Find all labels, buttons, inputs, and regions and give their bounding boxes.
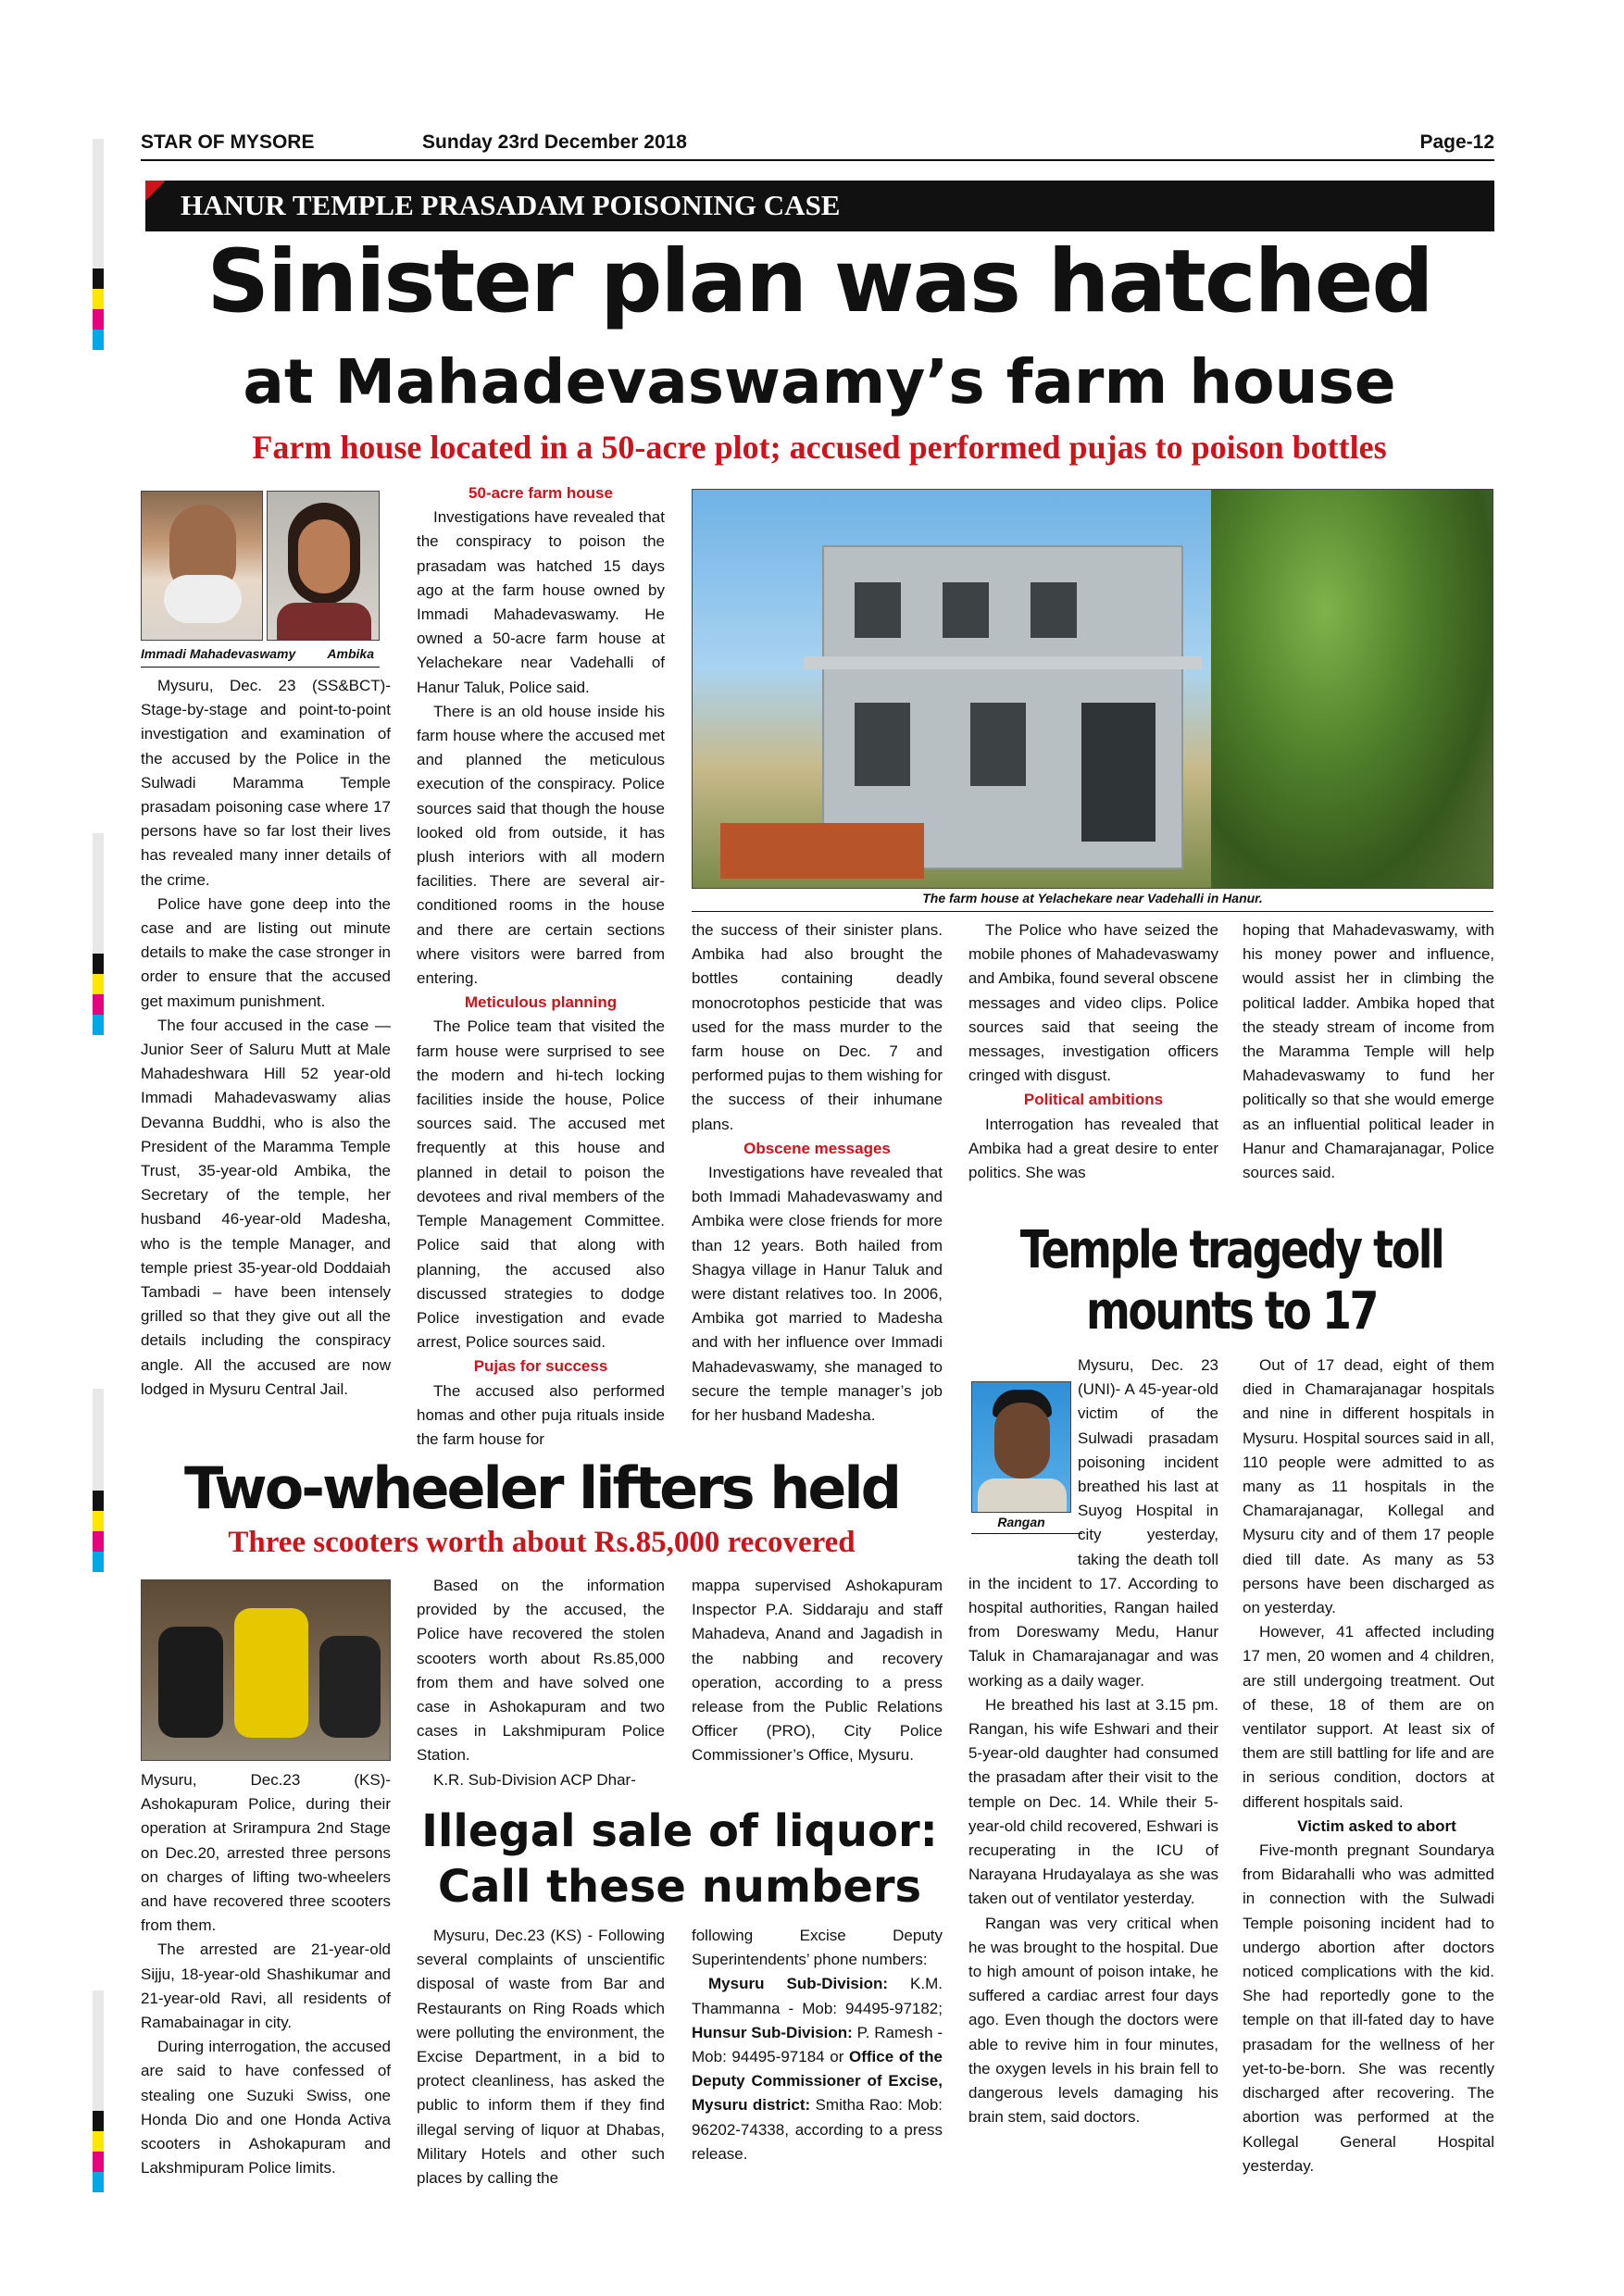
registration-marks-bottom — [93, 1990, 109, 2192]
accused-photo-caption: Immadi Mahadevaswamy Ambika — [141, 646, 374, 661]
subhead-obscene-messages: Obscene messages — [743, 1139, 891, 1157]
subhead-meticulous-planning: Meticulous planning — [464, 993, 618, 1012]
clothing-shape — [277, 603, 371, 641]
tragedy-col2: Out of 17 dead, eight of them died in Chamarajanagar hospitals and nine in different hospitals in Mysuru. Hospital sources said in all, 110 people were admitted to as many as 11 hospitals in the Chamarajanagar, Kollegal and Mysuru city and of them 17 people died till date. As many as 53 persons have been discharged as on yesterday. However, 41 affected including 17 men, 20 women and 4 children, are still undergoing treatment. Out of these, 18 of them are on ventilator support. At least six of them are still battling for life and are in serious condition, doctors at different hospitals said. Victim asked to abort Five-month pregnant Soundarya from Bidarahalli who was admitted in connection with the Sulwadi Temple poisoning incident had to undergo abortion after doctors noticed complications with the kid. She had reportedly gone to the temple on that ill-fated day to have prasadam for the wellness of her yet-to-be-born. She was recently discharged after recovering. The abortion was performed at the Kollegal General Hospital yesterday. — [1243, 1356, 1494, 2175]
hunsur-subdivision-label: Hunsur Sub-Division: — [692, 2023, 853, 2041]
main-headline-line2: at Mahadevaswamy’s farm house — [243, 346, 1396, 418]
page-number: Page-12 — [1419, 131, 1494, 153]
kicker-bar — [145, 181, 1494, 231]
farm-house-caption: The farm house at Yelachekare near Vadehalli in Hanur. — [922, 891, 1263, 905]
kicker-red-corner — [145, 181, 166, 201]
photo-immadi-mahadevaswamy — [141, 491, 263, 641]
deputy-commissioner-label: Office of the Deputy Commissioner of Excise, Mysuru district: — [692, 2048, 943, 2115]
twowheeler-col2: Based on the information provided by the accused, the Police have recovered the stolen scooters worth about Rs.85,000 from them and have solved one case in Ashokapuram and two cases in Lakshmipuram Police Station. K.R. Sub-Division ACP Dhar- — [417, 1577, 665, 1789]
tragedy-col1: Mysuru, Dec. 23 (UNI)- A 45-year-old victim of the Sulwadi prasadam poisoning incident breathed his last at Suyog Hospital in city yesterday, taking the death toll in the incident to 17. According to hospital authorities, Rangan hailed from Doreswamy Medu, Hanur Taluk in Chamarajanagar and was working as a daily wager. He breathed his last at 3.15 pm. Rangan, his wife Eshwari and their 5-year-old daughter had consumed the prasadam after their visit to the temple on Dec. 14. While their 5-year-old child recovered, Eshwari is recuperating in the ICU of Narayana Hrudayalaya as she was taken out of ventilator yesterday. Rangan was very critical when he was brought to the hospital. Due to high amount of poison intake, he suffered a cardiac arrest four days ago. Even though the doctors were able to revive him in four minutes, the oxygen levels in his brain fell to dangerous levels damaging his brain stem, said doctors. — [968, 1356, 1218, 2127]
mysuru-subdivision-label: Mysuru Sub-Division: — [708, 1975, 889, 1993]
coconut-palms — [1211, 490, 1493, 889]
main-article-col2: 50-acre farm house Investigations have revealed that the conspiracy to poison the prasadam was hatched 15 days ago at the farm house owned by Immadi Mahadevaswamy. He owned a 50-acre farm house at Yelachekare near Vadehalli of Hanur Taluk, Police said. There is an old house inside his farm house where the accused met and planned the meticulous execution of the conspiracy. Police sources said that though the house looked old from outside, it has plush interiors with all modern facilities. There are several air-conditioned rooms in the house and there are certain sections where visitors were barred from entering. Meticulous planning The Police team that visited the farm house were surprised to see the modern and hi-tech locking facilities inside the house, Police sources said. The accused met frequently at this house and planned in detail to poison the devotees and rival members of the Temple Management Committee. Police said that along with planning, the accused also discussed strategies to dodge Police investigation and evade arrest, Police sources said. Pujas for success The accused also performed homas and other puja rituals inside the farm house for — [417, 481, 665, 1452]
tractor-trailer — [720, 823, 924, 879]
registration-marks-mid1 — [93, 833, 109, 1035]
subhead-pujas-for-success: Pujas for success — [473, 1357, 608, 1376]
registration-marks-mid2 — [93, 1389, 109, 1572]
farm-house-photo — [692, 489, 1493, 889]
scooters-photo — [141, 1579, 391, 1761]
paper-name: STAR OF MYSORE — [141, 131, 315, 153]
doorway — [1081, 703, 1156, 842]
main-subhead: Farm house located in a 50-acre plot; accused performed pujas to poison bottles — [252, 429, 1387, 466]
issue-date: Sunday 23rd December 2018 — [422, 131, 687, 153]
main-article-col5: hoping that Mahadevaswamy, with his money power and influence, would assist her in climbing the political ladder. Ambika hoped that the steady stream of income from the Maramma Temple will help Mahadevaswamy to fund her politically so that she would emerge as an influential political leader in Hanur and Chamarajanagar, Police sources said. — [1243, 921, 1494, 1182]
window — [943, 582, 989, 638]
main-article-col1: Mysuru, Dec. 23 (SS&BCT)- Stage-by-stage and point-to-point investigation and examination of the accused by the Police in the Sulwadi Maramma Temple prasadam poisoning case where 17 persons have so far lost their lives has revealed many inner details of the crime. Police have gone deep into the case and are listing out minute details to make the case stronger in order to ensure that the accused get maximum punishment. The four accused in the case — Junior Seer of Saluru Mutt at Male Mahadeshwara Hill 52 year-old Immadi Mahadevaswamy alias Devanna Buddhi, who is also the President of the Maramma Temple Trust, 35-year-old Ambika, the Secretary of the temple, her husband 46-year-old Madesha, who is the temple Manager, and temple priest 35-year-old Doddaiah Tambadi – have been intensely grilled so that they give out all the details including the conspiracy angle. All the accused are now lodged in Mysuru Central Jail. — [141, 677, 391, 1398]
twowheeler-subhead: Three scooters worth about Rs.85,000 recovered — [228, 1526, 856, 1559]
farm-caption-rule — [692, 911, 1493, 912]
main-article-col3: the success of their sinister plans. Ambika had also brought the bottles containing deadly monocrotophos pesticide that was used for the mass murder to the farm house on Dec. 7 and performed pujas to them wishing for the success of their inhumane plans. Obscene messages Investigations have revealed that both Immadi Mahadevaswamy and Ambika were close friends for more than 12 years. Both hailed from Shagya village in Hanur Taluk and were distant relatives too. In 2006, Ambika got married to Madesha and with her influence over Immadi Mahadevaswamy, she managed to secure the temple manager’s job for her husband Madesha. — [692, 921, 943, 1425]
header-rule — [141, 159, 1494, 161]
liquor-col1: Mysuru, Dec.23 (KS) - Following several complaints of unscientific disposal of waste from Bar and Restaurants on Ring Roads which were polluting the environment, the Excise Department, in a bid to protect cleanliness, has asked the public to inform them if they find illegal serving of liquor at Dhabas, Military Hotels and other such places by calling the — [417, 1927, 665, 2188]
window — [855, 582, 901, 638]
twowheeler-col3: mappa supervised Ashokapuram Inspector P.A. Siddaraju and staff Mahadeva, Anand and Jagadish in the nabbing and recovery operation, according to a press release from the Public Relations Officer (PRO), City Police Commissioner’s Office, Mysuru. — [692, 1577, 943, 1765]
scooter-dark — [319, 1636, 381, 1738]
photo-float-spacer — [968, 1376, 1078, 1568]
subhead-victim-asked-to-abort: Victim asked to abort — [1297, 1816, 1456, 1835]
twowheeler-headline: Two-wheeler lifters held — [183, 1454, 900, 1522]
subhead-political-ambitions: Political ambitions — [1023, 1091, 1164, 1109]
scooter-black — [158, 1627, 223, 1738]
photo-ambika — [267, 491, 380, 641]
subhead-farm-house: 50-acre farm house — [468, 484, 613, 502]
liquor-headline-line2: Call these numbers — [437, 1861, 922, 1913]
registration-marks-top — [93, 139, 109, 350]
twowheeler-col1: Mysuru, Dec.23 (KS)- Ashokapuram Police, during their operation at Srirampura 2nd Stage on Dec.20, arrested three persons on charges of lifting two-wheelers and have recovered three scooters from them. The arrested are 21-year-old Sijju, 18-year-old Shashikumar and 21-year-old Ravi, all residents of Ramabainagar in city. During interrogation, the accused are said to have confessed of stealing one Suzuki Swiss, one Honda Dio and one Honda Activa scooters in Ashokapuram and Lakshmipuram Police limits. — [141, 1771, 391, 2177]
liquor-col2: following Excise Deputy Superintendents’ phone numbers: Mysuru Sub-Division: K.M. Thammanna - Mob: 94495-97182; Hunsur Sub-Division: P. Ramesh - Mob: 94495-97184 or Office of the Deputy Commissioner of Excise, Mysuru district: Smitha Rao: Mob: 96202-74338, according to a press release. — [692, 1927, 943, 2163]
window — [855, 703, 910, 786]
window — [1031, 582, 1077, 638]
main-article-col4: The Police who have seized the mobile phones of Mahadevaswamy and Ambika, found several obscene messages and video clips. Police sources said that seeing the messages, investigation officers cringed with disgust. Political ambitions Interrogation has revealed that Ambika had a great desire to enter politics. She was — [968, 921, 1218, 1182]
scooter-yellow — [234, 1608, 308, 1738]
kicker-text: HANUR TEMPLE PRASADAM POISONING CASE — [181, 189, 841, 221]
main-headline-line1: Sinister plan was hatched — [206, 231, 1432, 332]
face-shape — [298, 519, 350, 593]
caption-rule — [141, 667, 380, 668]
page-header — [141, 130, 1494, 159]
window — [970, 703, 1026, 786]
beard-shape — [164, 575, 242, 623]
tragedy-headline: Temple tragedy toll mounts to 17 — [1019, 1220, 1443, 1341]
liquor-headline-line1: Illegal sale of liquor: — [421, 1805, 938, 1857]
house-slab — [804, 656, 1202, 669]
rangan-caption: Rangan — [997, 1515, 1045, 1529]
